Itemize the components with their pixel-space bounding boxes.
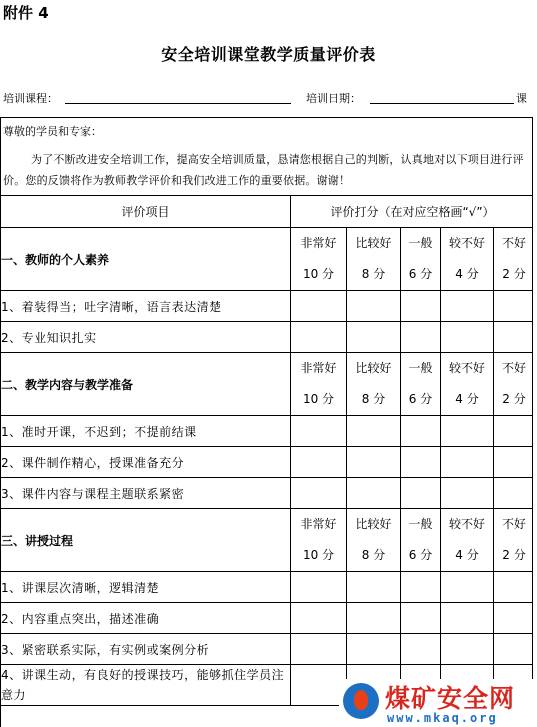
score-level-header — [401, 228, 441, 291]
score-level-label: 比较好 — [355, 236, 392, 250]
score-cell[interactable] — [494, 572, 534, 603]
score-cell[interactable] — [441, 572, 494, 603]
score-cell[interactable] — [494, 447, 534, 478]
score-cell[interactable] — [291, 603, 347, 634]
score-cell[interactable] — [441, 603, 494, 634]
course-blank[interactable] — [65, 103, 291, 104]
score-level-header — [441, 509, 494, 572]
criterion-label: 2、内容重点突出，描述准确 — [1, 603, 291, 634]
score-cell[interactable] — [401, 416, 441, 447]
score-cell[interactable] — [291, 447, 347, 478]
evaluation-sheet — [0, 117, 533, 727]
table-row — [1, 572, 534, 603]
criterion-label: 2、课件制作精心，授课准备充分 — [1, 447, 291, 478]
header-score: 评价打分（在对应空格画“√”） — [291, 196, 534, 228]
score-cell[interactable] — [347, 572, 401, 603]
score-level-label: 不好 — [502, 236, 527, 250]
intro-text: 为了不断改进安全培训工作，提高安全培训质量，恳请您根据自己的判断，认真地对以下项目进行评价。您的反馈将作为教师教学评价和我们改进工作的重要依据。谢谢！ — [3, 153, 524, 187]
score-cell[interactable] — [291, 478, 347, 509]
score-cell[interactable] — [494, 603, 534, 634]
criterion-label: 2、专业知识扎实 — [1, 322, 291, 353]
score-cell[interactable] — [347, 416, 401, 447]
section-row — [1, 353, 534, 416]
date-label: 培训日期： — [306, 92, 361, 105]
criterion-label: 4、讲课生动，有良好的授课技巧，能够抓住学员注意力 — [1, 665, 291, 706]
table-row — [1, 478, 534, 509]
watermark-logo — [339, 679, 537, 727]
score-cell[interactable] — [347, 447, 401, 478]
score-cell[interactable] — [291, 634, 347, 665]
score-level-points: 10 分 — [302, 267, 335, 281]
score-level-header — [441, 228, 494, 291]
score-level-header — [347, 353, 401, 416]
course-date-row — [3, 88, 537, 108]
score-cell[interactable] — [291, 416, 347, 447]
score-level-header — [291, 228, 347, 291]
score-cell[interactable] — [441, 634, 494, 665]
criterion-label: 3、课件内容与课程主题联系紧密 — [1, 478, 291, 509]
section-row — [1, 228, 534, 291]
score-level-points: 6 分 — [408, 267, 433, 281]
section-title: 二、教学内容与教学准备 — [1, 353, 291, 416]
score-level-label: 一般 — [408, 517, 433, 531]
score-cell[interactable] — [291, 322, 347, 353]
table-row — [1, 291, 534, 322]
score-cell[interactable] — [347, 291, 401, 322]
watermark-name: 煤矿安全网 — [385, 684, 516, 713]
flame-logo-icon — [343, 683, 379, 719]
score-cell[interactable] — [347, 322, 401, 353]
score-level-label: 非常好 — [300, 236, 337, 250]
score-level-label: 非常好 — [300, 517, 337, 531]
greeting: 尊敬的学员和专家： — [3, 125, 102, 138]
score-level-points: 2 分 — [502, 392, 526, 406]
score-cell[interactable] — [494, 478, 534, 509]
watermark-url: www.mkaq.org — [387, 711, 498, 725]
score-cell[interactable] — [441, 447, 494, 478]
score-level-header — [441, 353, 494, 416]
score-level-header — [494, 509, 534, 572]
section-row — [1, 509, 534, 572]
score-level-header — [494, 228, 534, 291]
attachment-label: 附件 4 — [3, 4, 49, 22]
score-level-points: 2 分 — [502, 548, 526, 562]
table-row — [1, 416, 534, 447]
score-level-label: 不好 — [502, 361, 527, 375]
score-level-header — [401, 509, 441, 572]
score-cell[interactable] — [494, 634, 534, 665]
intro-paragraph — [3, 149, 531, 191]
score-cell[interactable] — [401, 634, 441, 665]
score-level-header — [401, 353, 441, 416]
score-cell[interactable] — [291, 572, 347, 603]
criterion-label: 1、着装得当；吐字清晰，语言表达清楚 — [1, 291, 291, 322]
score-level-points: 2 分 — [502, 267, 526, 281]
table-row — [1, 322, 534, 353]
score-level-label: 非常好 — [300, 361, 337, 375]
course-label: 培训课程： — [3, 92, 58, 105]
score-cell[interactable] — [291, 291, 347, 322]
score-level-label: 不好 — [502, 517, 527, 531]
section-title: 三、讲授过程 — [1, 509, 291, 572]
score-cell[interactable] — [494, 291, 534, 322]
score-level-label: 比较好 — [355, 361, 392, 375]
table-header-row — [1, 196, 534, 228]
score-cell[interactable] — [441, 322, 494, 353]
score-level-label: 比较好 — [355, 517, 392, 531]
score-level-points: 10 分 — [302, 392, 335, 406]
table-row — [1, 634, 534, 665]
section-title: 一、教师的个人素养 — [1, 228, 291, 291]
score-cell[interactable] — [347, 478, 401, 509]
score-level-label: 一般 — [408, 361, 433, 375]
score-cell[interactable] — [347, 603, 401, 634]
score-level-header — [494, 353, 534, 416]
table-row — [1, 603, 534, 634]
evaluation-table — [0, 195, 533, 706]
score-level-points: 8 分 — [361, 548, 386, 562]
score-cell[interactable] — [401, 322, 441, 353]
score-level-points: 4 分 — [455, 548, 479, 562]
trailing-text: 课 — [516, 92, 527, 105]
date-blank[interactable] — [370, 103, 514, 104]
score-level-points: 6 分 — [408, 548, 433, 562]
score-level-points: 8 分 — [361, 392, 386, 406]
score-level-label: 较不好 — [448, 361, 485, 375]
score-cell[interactable] — [441, 416, 494, 447]
score-cell[interactable] — [401, 572, 441, 603]
score-level-points: 4 分 — [455, 267, 479, 281]
header-item: 评价项目 — [1, 196, 291, 228]
score-level-points: 8 分 — [361, 267, 386, 281]
score-level-header — [291, 353, 347, 416]
score-cell[interactable] — [494, 322, 534, 353]
score-level-label: 一般 — [408, 236, 433, 250]
score-level-header — [291, 509, 347, 572]
score-cell[interactable] — [494, 416, 534, 447]
score-cell[interactable] — [401, 603, 441, 634]
score-level-points: 10 分 — [302, 548, 335, 562]
score-level-points: 4 分 — [455, 392, 479, 406]
page-title: 安全培训课堂教学质量评价表 — [161, 45, 376, 64]
score-cell[interactable] — [401, 291, 441, 322]
score-cell[interactable] — [401, 447, 441, 478]
score-cell[interactable] — [347, 634, 401, 665]
criterion-label: 3、紧密联系实际，有实例或案例分析 — [1, 634, 291, 665]
table-row — [1, 447, 534, 478]
score-level-header — [347, 228, 401, 291]
score-cell[interactable] — [401, 478, 441, 509]
score-cell[interactable] — [441, 291, 494, 322]
score-level-points: 6 分 — [408, 392, 433, 406]
score-cell[interactable] — [441, 478, 494, 509]
criterion-label: 1、讲课层次清晰，逻辑清楚 — [1, 572, 291, 603]
score-level-label: 较不好 — [448, 236, 485, 250]
score-level-header — [347, 509, 401, 572]
criterion-label: 1、准时开课，不迟到；不提前结课 — [1, 416, 291, 447]
score-level-label: 较不好 — [448, 517, 485, 531]
